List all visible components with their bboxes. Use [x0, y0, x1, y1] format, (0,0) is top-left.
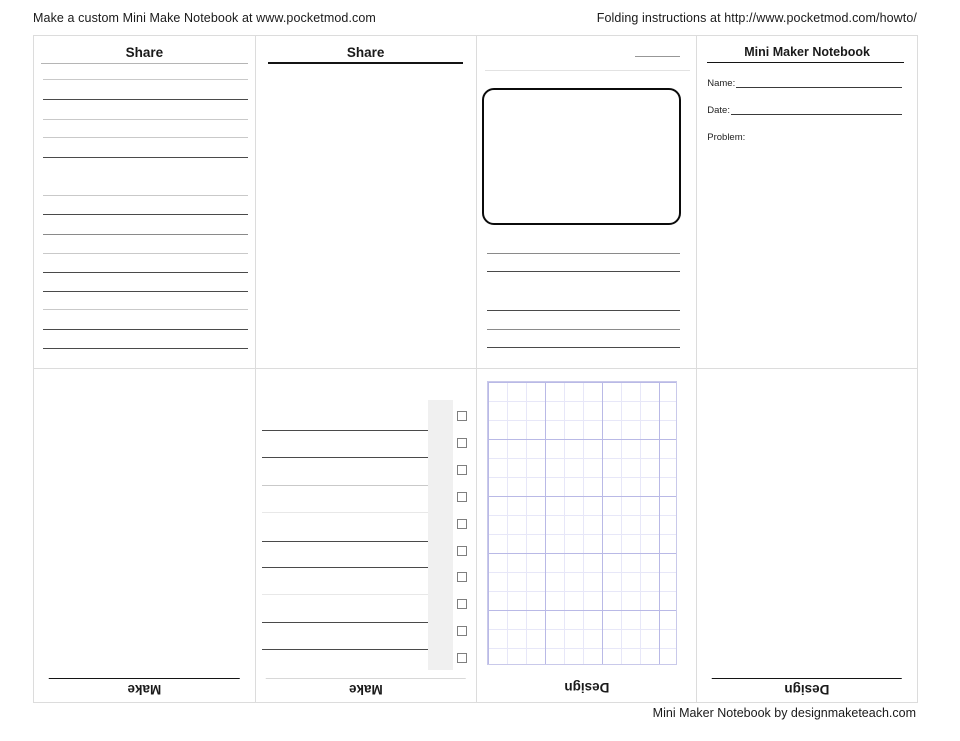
ruled-line [43, 119, 248, 120]
panel-title-design-2: Design [712, 678, 902, 697]
checkbox-glyph [457, 653, 467, 663]
ruled-line [43, 234, 248, 235]
checkbox-glyph [457, 599, 467, 609]
panel-make-todo [255, 369, 476, 702]
checkbox-glyph [457, 519, 467, 529]
field-date [707, 105, 902, 116]
rotated-title-wrap [485, 677, 689, 695]
panel-make-blank [34, 369, 255, 702]
todo-checkboxes [256, 369, 476, 702]
panel-share-blank [255, 36, 476, 369]
panel-sketch [476, 36, 697, 369]
title-underline [707, 62, 904, 63]
panel-title-share-2: Share [346, 45, 385, 60]
panel-design-grid [476, 369, 697, 702]
rotated-title-wrap [42, 678, 247, 697]
header-right-text: Folding instructions at http://www.pocketmod.com/howto/ [596, 11, 917, 25]
ruled-line [43, 214, 248, 215]
checkbox-glyph [457, 465, 467, 475]
field-name [707, 78, 902, 89]
ruled-line [487, 347, 681, 348]
field-problem [707, 132, 902, 143]
checkbox-glyph [457, 492, 467, 502]
title-underline [268, 62, 463, 64]
ruled-line [43, 99, 248, 100]
ruled-line [43, 291, 248, 292]
panel-title-share-1: Share [125, 45, 164, 60]
pocketmod-sheet [33, 35, 918, 703]
cover-title: Mini Maker Notebook [744, 45, 870, 59]
ruled-line [43, 348, 248, 349]
checkbox-glyph [457, 438, 467, 448]
field-name-line [736, 87, 902, 88]
ruled-line [43, 329, 248, 330]
checkbox-glyph [457, 546, 467, 556]
panel-title-design-1: Design [563, 680, 609, 695]
header-left-text: Make a custom Mini Make Notebook at www.pocketmod.com [33, 11, 376, 25]
footer-credit: Mini Maker Notebook by designmaketeach.com [652, 706, 916, 720]
field-problem-label: Problem: [707, 132, 746, 143]
rotated-title-wrap [705, 678, 909, 697]
ruled-line [43, 137, 248, 138]
panel-design-blank [696, 369, 917, 702]
ruled-line [43, 157, 248, 158]
share-lined-lines [43, 36, 248, 368]
panel-title-make-1: Make [49, 678, 240, 697]
ruled-line [43, 195, 248, 196]
field-name-label: Name: [707, 78, 736, 89]
panel-cover [696, 36, 917, 369]
ruled-line [487, 271, 681, 272]
panel-title-make-2: Make [266, 678, 466, 697]
checkbox-glyph [457, 411, 467, 421]
ruled-line [487, 253, 681, 254]
ruled-line [43, 309, 248, 310]
rotated-title-wrap [264, 678, 468, 697]
checkbox-glyph [457, 626, 467, 636]
ruled-line [487, 329, 681, 330]
checkbox-glyph [457, 572, 467, 582]
graph-paper-grid [487, 381, 678, 665]
ruled-line [43, 253, 248, 254]
ruled-line [43, 272, 248, 273]
ruled-line [43, 79, 248, 80]
field-date-label: Date: [707, 105, 730, 116]
ruled-line [487, 310, 681, 311]
field-date-line [731, 114, 902, 115]
sketch-lines [487, 36, 681, 368]
panel-share-lined [34, 36, 255, 369]
